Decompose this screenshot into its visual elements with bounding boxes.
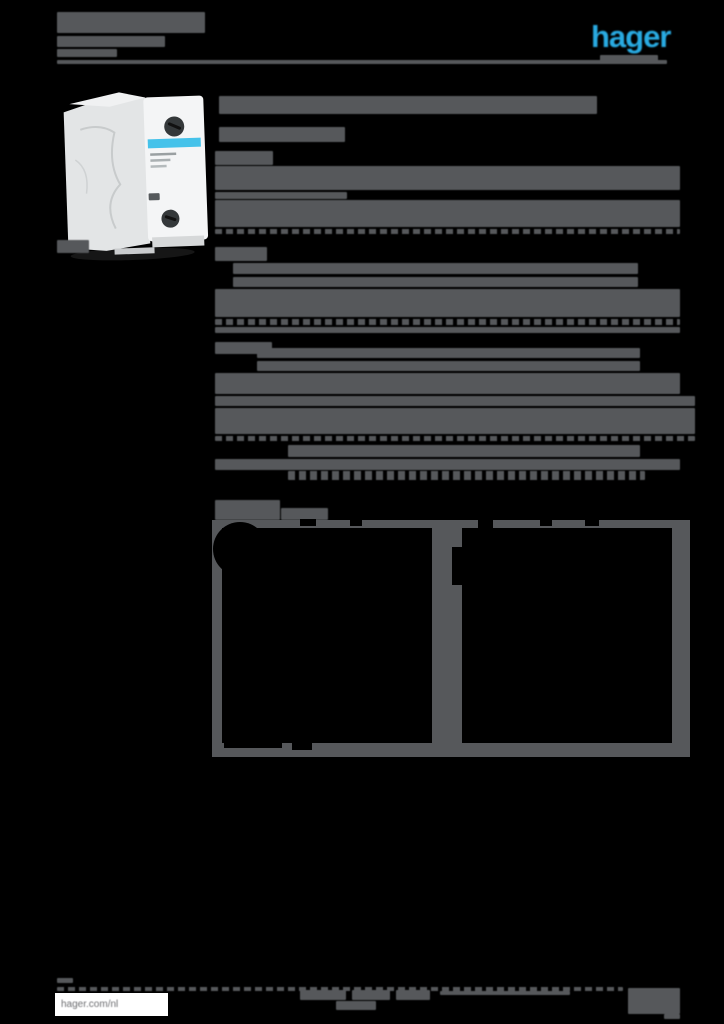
redacted-text-bar xyxy=(300,990,346,1000)
redacted-text-bar xyxy=(57,978,73,983)
redacted-text-bar xyxy=(336,1001,376,1010)
redacted-text-bar xyxy=(628,988,680,1014)
redacted-text-bar xyxy=(352,990,390,1000)
redacted-text-bar xyxy=(440,991,570,995)
footer-website-link[interactable]: hager.com/nl xyxy=(61,999,119,1010)
footer-website-box xyxy=(55,993,168,1016)
redacted-text-bar xyxy=(396,990,430,1000)
redacted-text-bar xyxy=(664,1014,680,1019)
hager-logo: hager xyxy=(591,19,671,54)
